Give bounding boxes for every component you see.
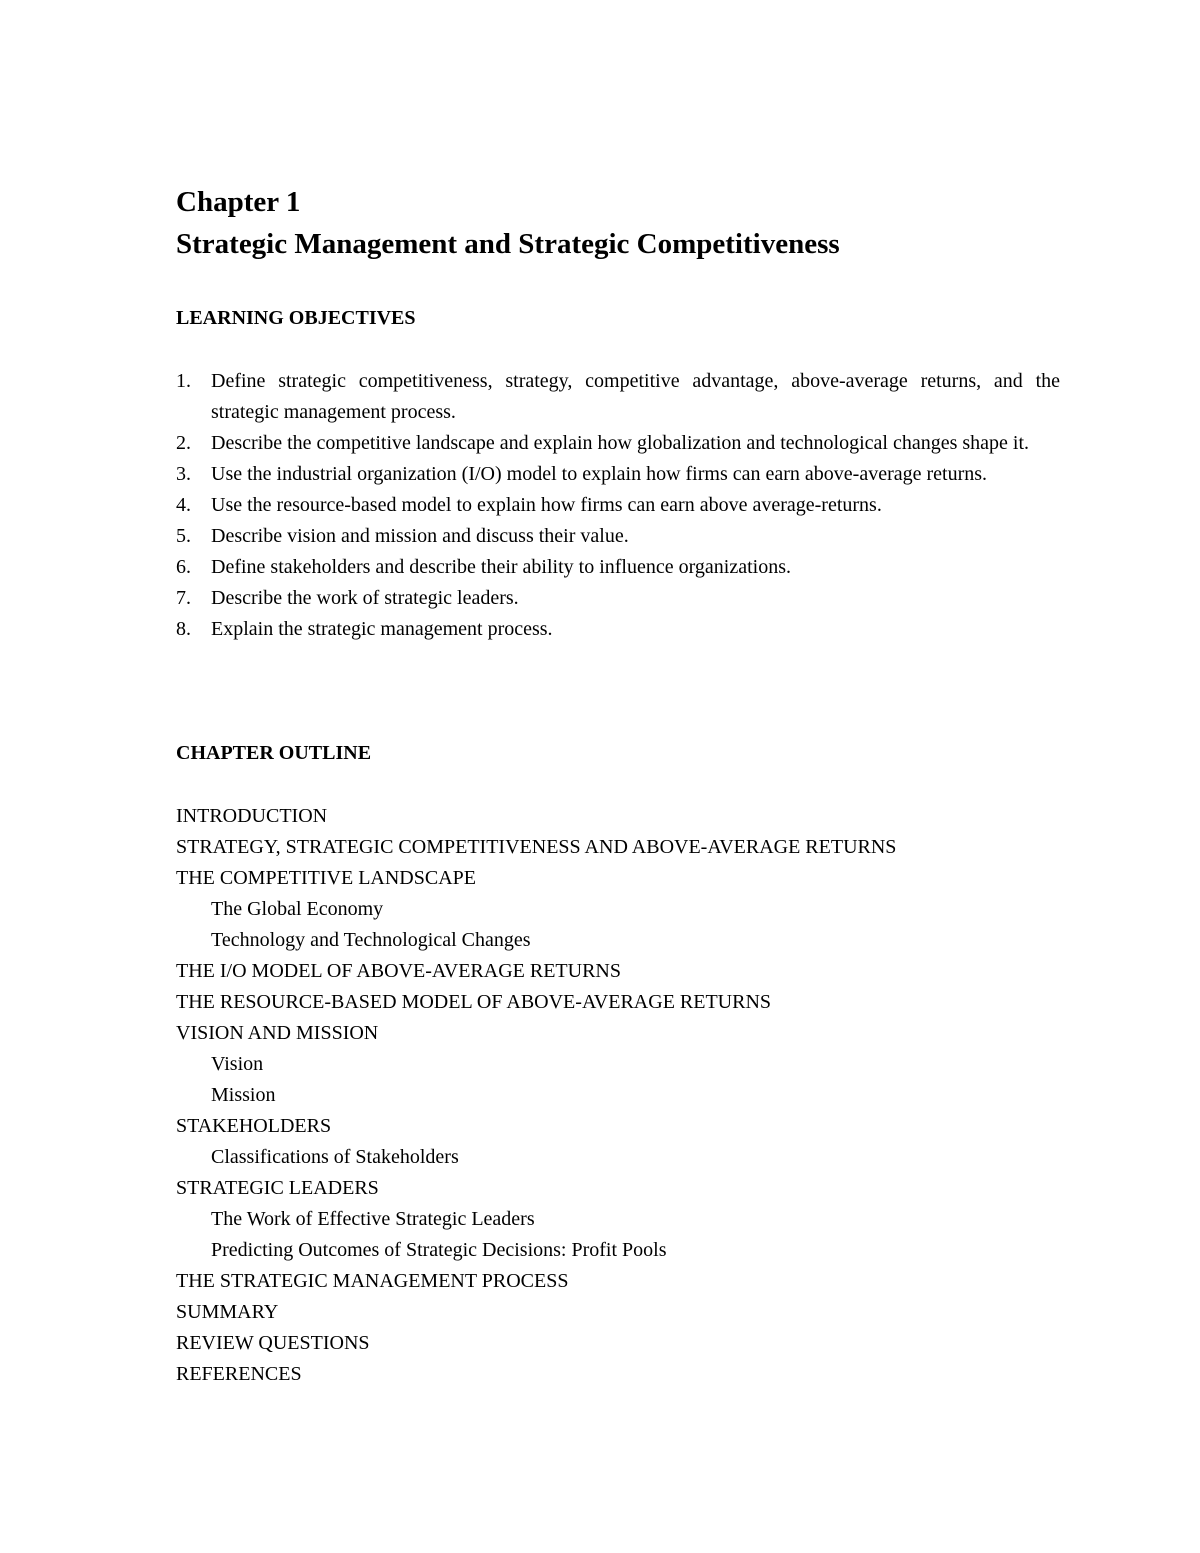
chapter-title: Strategic Management and Strategic Competitiveness [176, 228, 840, 260]
outline-item: THE COMPETITIVE LANDSCAPE [176, 867, 476, 889]
outline-subitem: The Global Economy [211, 898, 384, 920]
outline-item: SUMMARY [176, 1301, 279, 1323]
outline-item: STAKEHOLDERS [176, 1115, 332, 1137]
objective-item [176, 521, 1060, 552]
outline-subitem: Technology and Technological Changes [211, 929, 531, 951]
learning-objectives-heading: LEARNING OBJECTIVES [176, 307, 416, 329]
outline-item: THE RESOURCE-BASED MODEL OF ABOVE-AVERAGE RETURNS [176, 991, 772, 1013]
objective-number: 3. [176, 463, 191, 485]
objective-number: 6. [176, 556, 191, 578]
objective-item [176, 614, 1060, 645]
outline-subitem: Mission [211, 1084, 276, 1106]
objective-number: 2. [176, 432, 191, 454]
objective-text: Describe the competitive landscape and explain how globalization and technological changes shape it. [211, 432, 1030, 454]
objective-text: Use the resource-based model to explain how firms can earn above average-returns. [211, 494, 882, 516]
chapter-outline-heading: CHAPTER OUTLINE [176, 742, 372, 764]
learning-objectives-list [176, 366, 1060, 645]
outline-subitem: Vision [211, 1053, 264, 1075]
objective-item [176, 428, 1060, 459]
objective-number: 5. [176, 525, 191, 547]
objective-number: 7. [176, 587, 191, 609]
chapter-label: Chapter 1 [176, 186, 301, 218]
objective-item [176, 583, 1060, 614]
objective-number: 8. [176, 618, 191, 640]
outline-item: VISION AND MISSION [176, 1022, 379, 1044]
objective-text: Explain the strategic management process. [211, 618, 553, 640]
outline-item: REFERENCES [176, 1363, 302, 1385]
outline-item: INTRODUCTION [176, 805, 328, 827]
objective-number: 4. [176, 494, 191, 516]
objective-number: 1. [176, 370, 191, 392]
outline-subitem: Classifications of Stakeholders [211, 1146, 459, 1168]
outline-subitem: Predicting Outcomes of Strategic Decisions: Profit Pools [211, 1239, 667, 1261]
outline-item: THE I/O MODEL OF ABOVE-AVERAGE RETURNS [176, 960, 621, 982]
outline-subitem: The Work of Effective Strategic Leaders [211, 1208, 535, 1230]
objective-item [176, 459, 1060, 490]
objective-item [176, 366, 1060, 428]
outline-item: REVIEW QUESTIONS [176, 1332, 370, 1354]
outline-item: STRATEGIC LEADERS [176, 1177, 379, 1199]
objective-text: Define strategic competitiveness, strategy, competitive advantage, above-average returns, and the strategic management process. [211, 370, 1060, 423]
objective-text: Use the industrial organization (I/O) model to explain how firms can earn above-average returns. [211, 463, 988, 485]
chapter-outline-list [176, 801, 896, 1390]
outline-item: STRATEGY, STRATEGIC COMPETITIVENESS AND ABOVE-AVERAGE RETURNS [176, 836, 897, 858]
objective-item [176, 490, 1060, 521]
outline-item: THE STRATEGIC MANAGEMENT PROCESS [176, 1270, 569, 1292]
objective-text: Describe the work of strategic leaders. [211, 587, 519, 609]
objective-text: Define stakeholders and describe their ability to influence organizations. [211, 556, 791, 578]
objective-text: Describe vision and mission and discuss their value. [211, 525, 629, 547]
objective-item [176, 552, 1060, 583]
